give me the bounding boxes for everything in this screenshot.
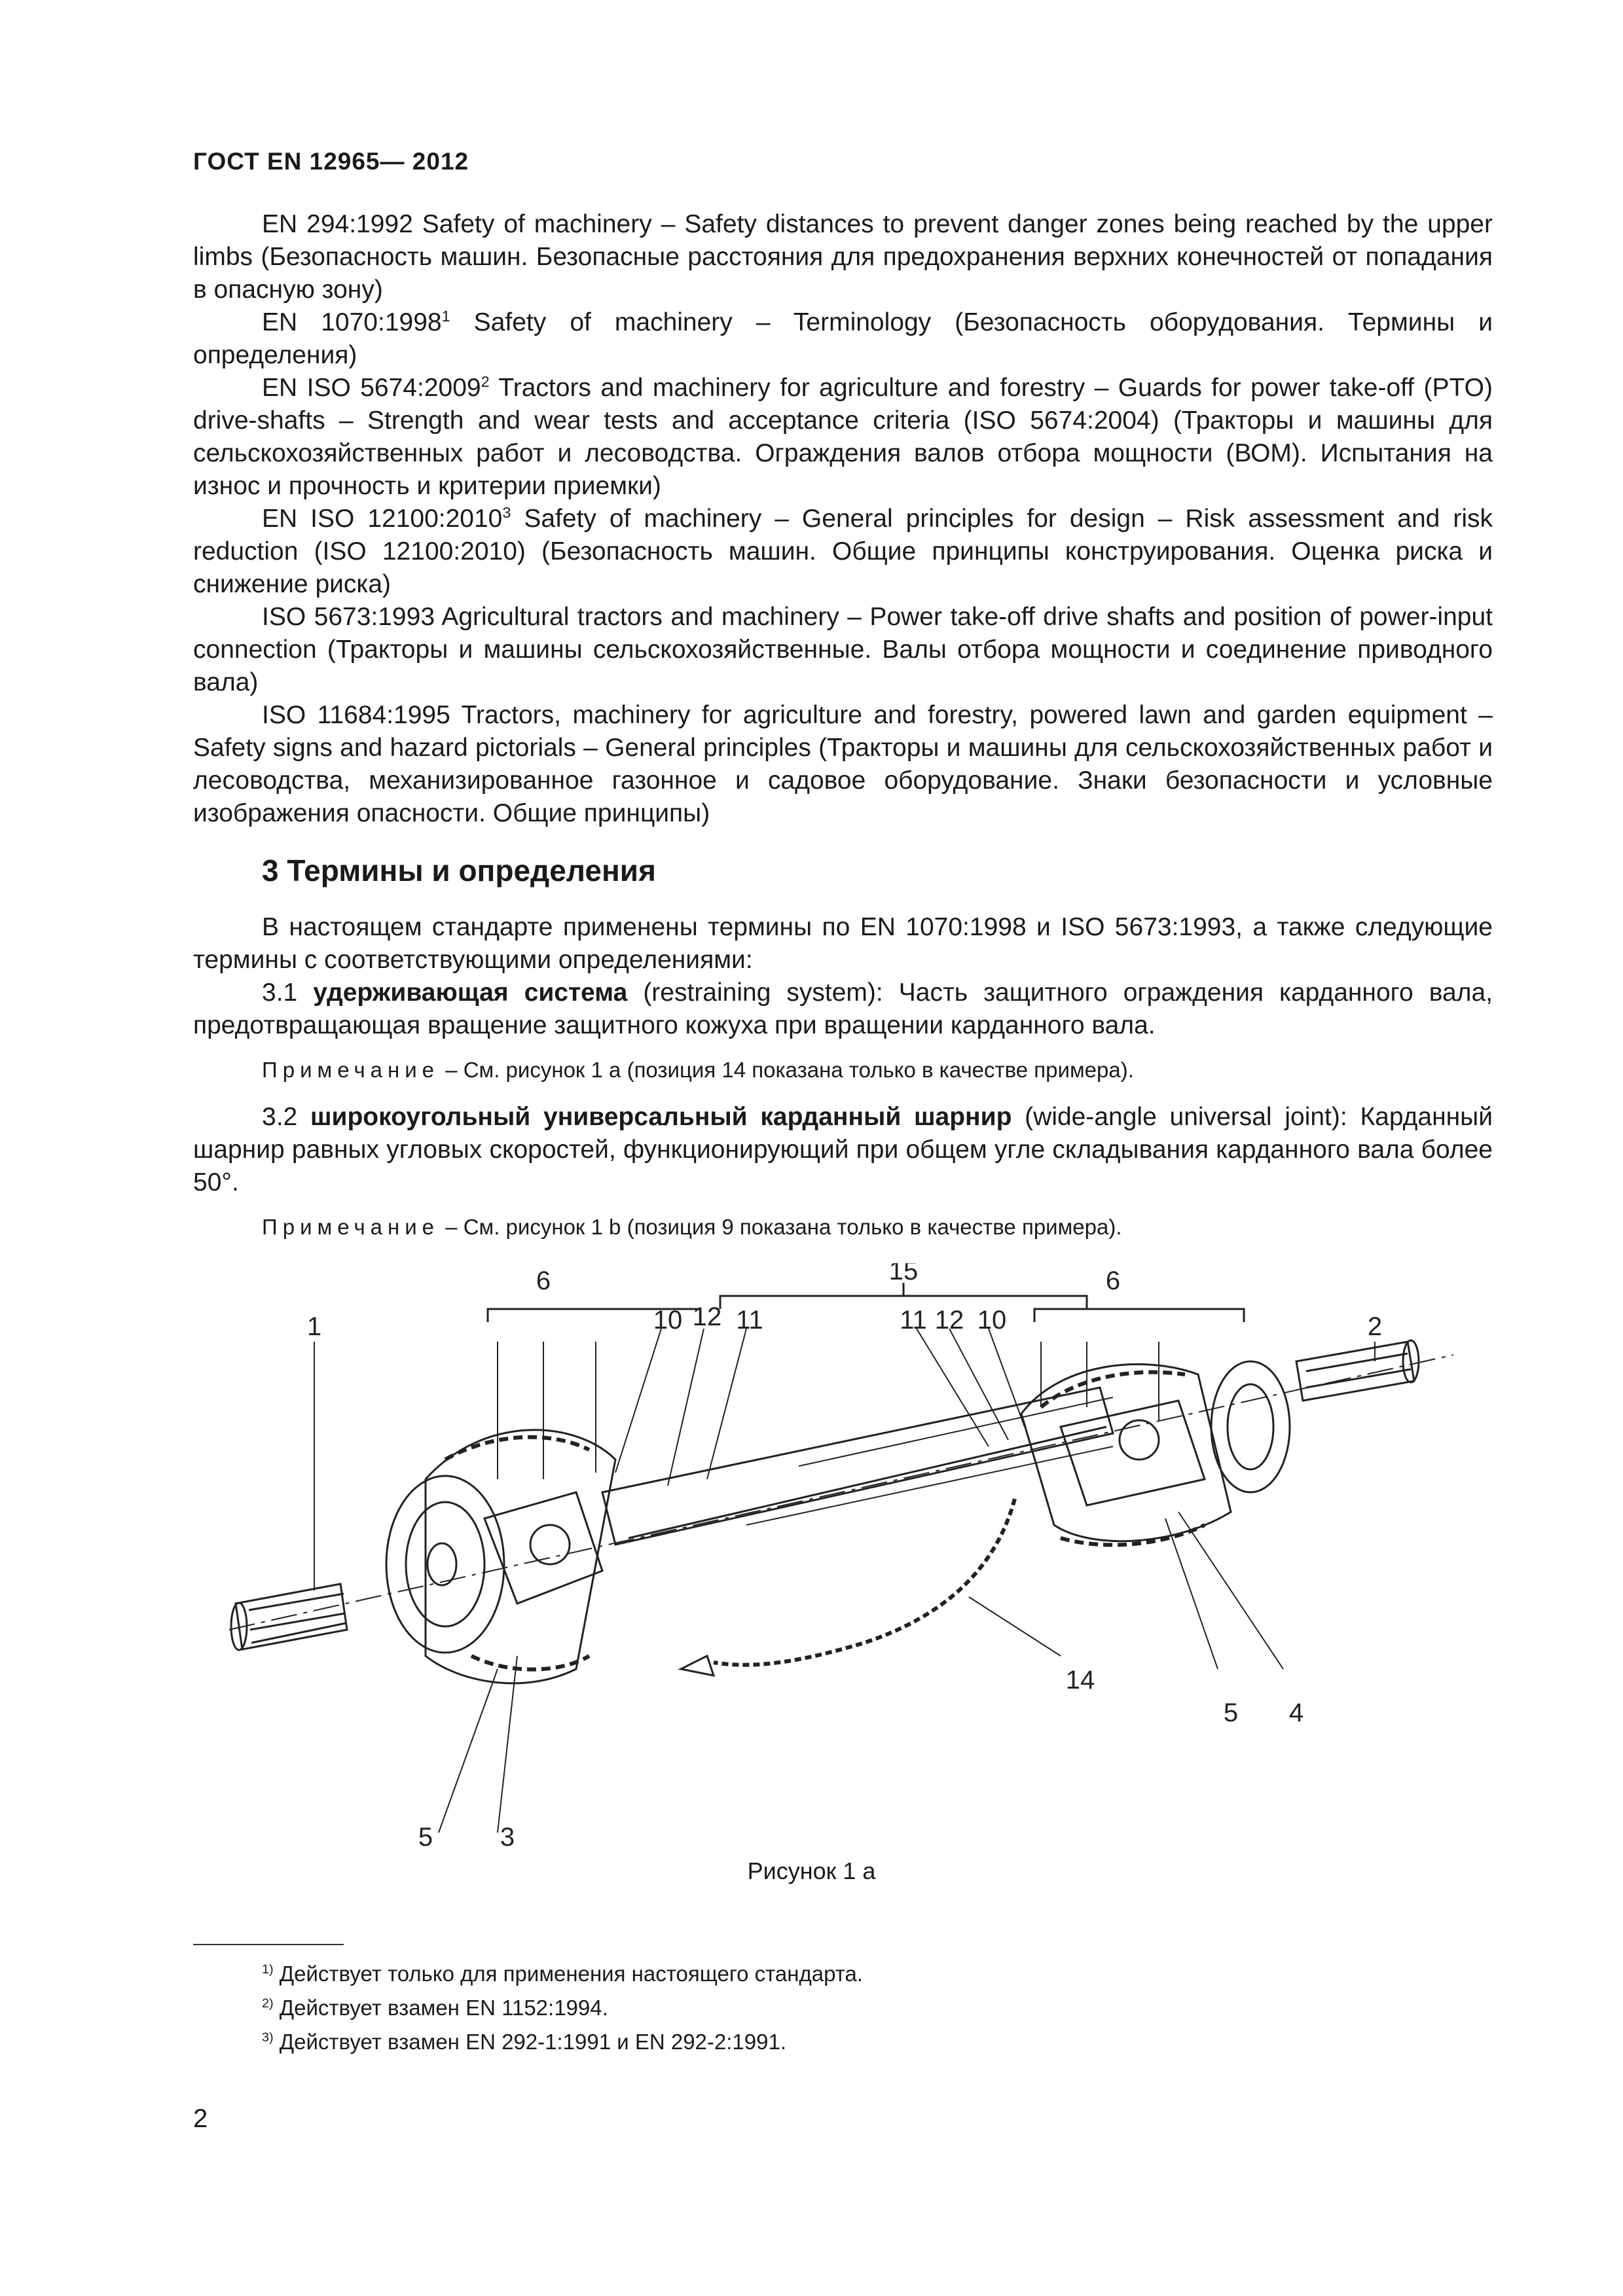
section-title: 3 Термины и определения [262,853,656,888]
figure-1a [210,1263,1493,1852]
reference-item [193,306,1493,372]
left-guard [386,1430,615,1683]
footnote-ref: 3 [502,504,511,521]
reference-text: Agricultural tractors and machinery – Power take-off drive shafts and position of power-input connection (Тракторы и машины сельскохозяйственные. Валы отбора мощности и соединение приводного вала) [193,603,1493,696]
figure-caption: Рисунок 1 а [747,1857,876,1884]
footnote-text: Действует взамен EN 1152:1994. [273,1996,608,2020]
footnotes [262,1957,863,2059]
reference-code: EN 294:1992 [262,210,413,238]
reference-item [193,601,1493,699]
note-label: Примечание [262,1215,440,1239]
footnote-mark: 2) [262,1996,274,2011]
reference-item [193,372,1493,503]
page-number: 2 [193,2104,208,2133]
term-number: 3.1 [262,978,314,1007]
callout-12: 12 [934,1306,964,1335]
document-header: ГОСТ EN 12965— 2012 [193,148,469,175]
footnote-item [262,2025,863,2059]
footnote-mark: 3) [262,2030,274,2045]
callout-6: 6 [536,1266,551,1295]
footnote-text: Действует взамен EN 292-1:1991 и EN 292-2:1991. [273,2030,786,2054]
right-guard [1021,1361,1290,1545]
safety-chain [714,1499,1015,1665]
footnote-ref: 2 [481,373,490,390]
chain-hook [681,1656,714,1676]
callout-1: 1 [306,1312,322,1341]
reference-code: ISO 11684:1995 [262,701,450,729]
callout-10: 10 [977,1306,1007,1335]
reference-item [193,208,1493,306]
callouts [307,1263,1382,1852]
note-text: – См. рисунок 1 а (позиция 14 показана только в качестве примера). [439,1058,1134,1082]
callout-5: 5 [1223,1698,1239,1727]
footnote-divider [193,1944,344,1945]
pto-shaft-drawing [210,1263,1493,1852]
callout-10: 10 [653,1306,683,1335]
callout-2: 2 [1367,1312,1383,1341]
references-list [193,208,1493,830]
right-spline-shaft [1296,1340,1419,1401]
footnote-ref: 1 [441,308,450,325]
section-intro: В настоящем стандарте применены термины по EN 1070:1998 и ISO 5673:1993, а также следующие термины с соответствующими определениями: [193,913,1493,974]
reference-text: Safety of machinery – Safety distances to prevent danger zones being reached by the upper limbs (Безопасность машин. Безопасные расстояния для предохранения верхних конечностей от попадания в опасную зону) [193,210,1493,304]
term-note [193,1056,1493,1084]
note-text: – См. рисунок 1 b (позиция 9 показана только в качестве примера). [439,1215,1122,1239]
term-definition: (restraining system): Часть защитного ограждения карданного вала, предотвращающая вращение защитного кожуха при вращении карданного вала. [193,978,1493,1039]
term-note [193,1213,1493,1241]
callout-14: 14 [1065,1666,1095,1695]
note-label: Примечание [262,1058,440,1082]
term-number: 3.2 [262,1103,310,1131]
reference-item [193,503,1493,601]
callout-11: 11 [900,1306,927,1335]
leader-lines [314,1329,1375,1833]
callout-5: 5 [418,1823,433,1852]
reference-text: Safety of machinery – Terminology (Безопасность оборудования. Термины и определения) [193,308,1493,369]
callout-4: 4 [1288,1698,1304,1727]
term-name: удерживающая система [313,978,628,1007]
callout-3: 3 [500,1823,515,1852]
footnote-item [262,1957,863,1991]
reference-code: EN 1070:1998 [262,308,442,336]
term-definition: (wide-angle universal joint): Карданный шарнир равных угловых скоростей, функционирующий при общем угле складывания карданного вала более 50°. [193,1103,1493,1196]
callout-11: 11 [736,1306,763,1335]
reference-code: EN ISO 12100:2010 [262,505,503,533]
term-3-1 [193,977,1493,1042]
reference-code: EN ISO 5674:2009 [262,374,481,402]
footnote-mark: 1) [262,1962,274,1977]
left-spline-shaft [231,1584,347,1650]
terms-block [193,911,1493,1241]
reference-item [193,699,1493,830]
reference-code: ISO 5673:1993 [262,603,435,631]
reference-text: Tractors and machinery for agriculture and forestry – Guards for power take-off (PTO) drive-shafts – Strength and wear tests and acceptance criteria (ISO 5674:2004) (Тракторы и машины для сельскохозяйственных работ и лесоводства. Ограждения валов отбора мощности (ВОМ). Испытания на износ и прочность и критерии приемки) [193,374,1493,500]
axis-line [229,1355,1453,1630]
reference-text: Safety of machinery – General principles for design – Risk assessment and risk reduction (ISO 12100:2010) (Безопасность машин. Общие принципы конструирования. Оценка риска и снижение риска) [193,505,1493,598]
callout-12: 12 [692,1302,722,1331]
callout-15: 15 [888,1263,919,1285]
footnote-item [262,1991,863,2025]
callout-6: 6 [1105,1266,1121,1295]
reference-text: Tractors, machinery for agriculture and forestry, powered lawn and garden equipment – Safety signs and hazard pictorials – General principles (Тракторы и машины для сельскохозяйственных работ и лесоводства, механизированное газонное и садовое оборудование. Знаки безопасности и условные изображения опасности. Общие принципы) [193,701,1493,827]
footnote-text: Действует только для применения настоящего стандарта. [273,1962,863,1986]
term-3-2 [193,1101,1493,1199]
term-name: широкоугольный универсальный карданный шарнир [310,1103,1012,1131]
bracket-6-right [1034,1309,1244,1322]
